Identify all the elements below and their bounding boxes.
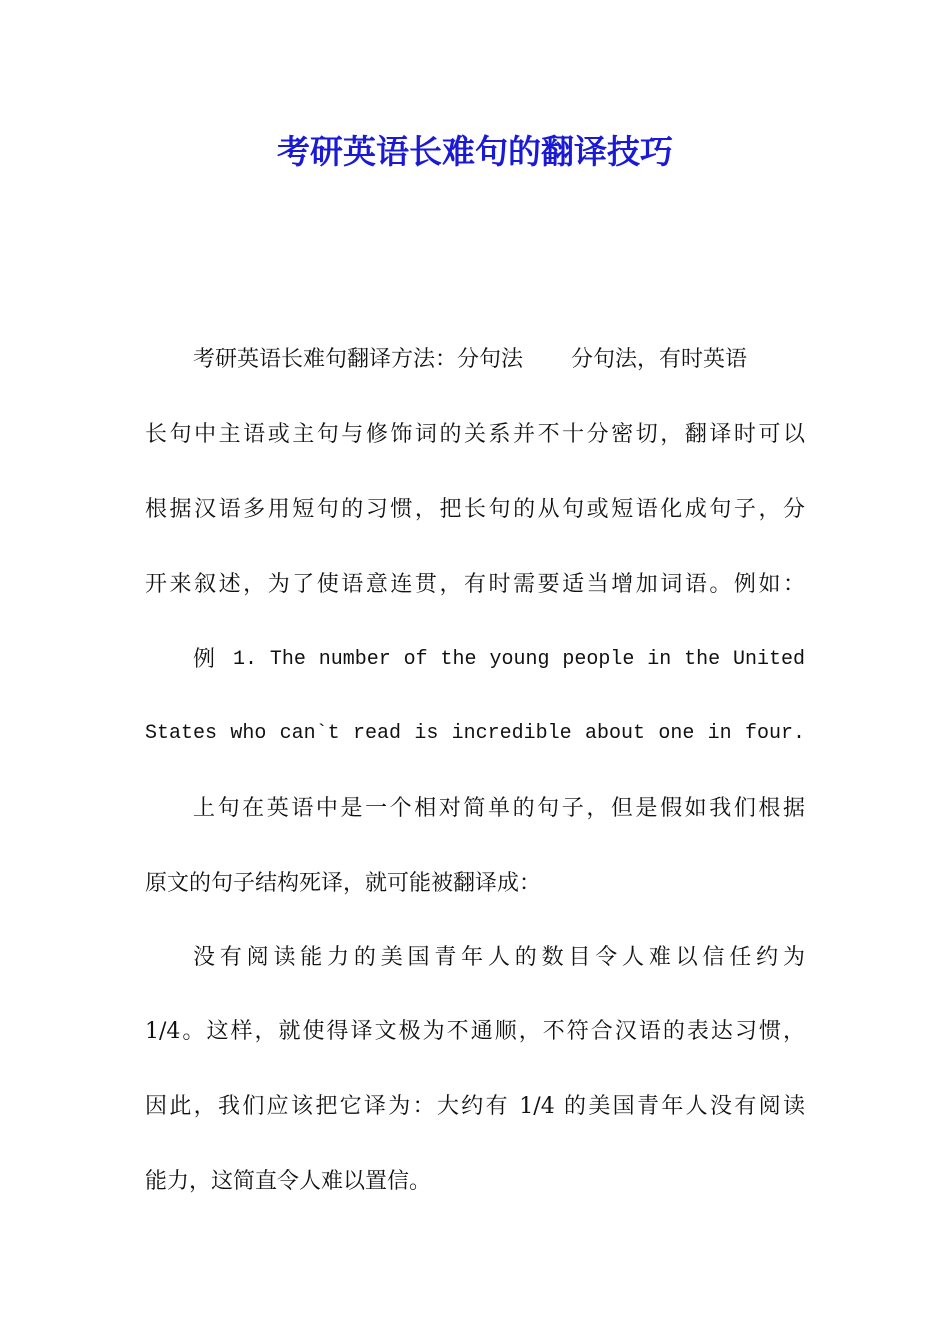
example-line-1 [193, 640, 805, 680]
paragraph-3-line-3: 因此，我们应该把它译为：大约有 1/4 的美国青年人没有阅读 [145, 1094, 805, 1119]
example-sentence-part-2: States who can`t read is incredible about one in four. [145, 722, 805, 745]
paragraph-1-line-3: 根据汉语多用短句的习惯，把长句的从句或短语化成句子，分 [145, 497, 805, 522]
example-label: 例 [193, 647, 216, 672]
method-intro: 分句法，有时英语 [571, 347, 748, 372]
method-heading: 考研英语长难句翻译方法：分句法 [193, 347, 524, 372]
paragraph-3-line-2: 1/4。这样，就使得译文极为不通顺，不符合汉语的表达习惯， [145, 1019, 805, 1044]
paragraph-1-line-2: 长句中主语或主句与修饰词的关系并不十分密切，翻译时可以 [145, 422, 805, 447]
paragraph-1-line-1 [193, 340, 805, 380]
paragraph-2-line-2: 原文的句子结构死译，就可能被翻译成： [145, 871, 542, 896]
paragraph-3-line-1: 没有阅读能力的美国青年人的数目令人难以信任约为 [193, 945, 805, 970]
paragraph-3-line-4: 能力，这简直令人难以置信。 [145, 1169, 432, 1194]
document-title: 考研英语长难句的翻译技巧 [277, 132, 673, 171]
paragraph-2-line-1: 上句在英语中是一个相对简单的句子，但是假如我们根据 [193, 796, 805, 821]
paragraph-1-line-4: 开来叙述，为了使语意连贯，有时需要适当增加词语。例如： [145, 572, 805, 597]
example-sentence-part-1: 1. The number of the young people in the United [233, 648, 805, 671]
